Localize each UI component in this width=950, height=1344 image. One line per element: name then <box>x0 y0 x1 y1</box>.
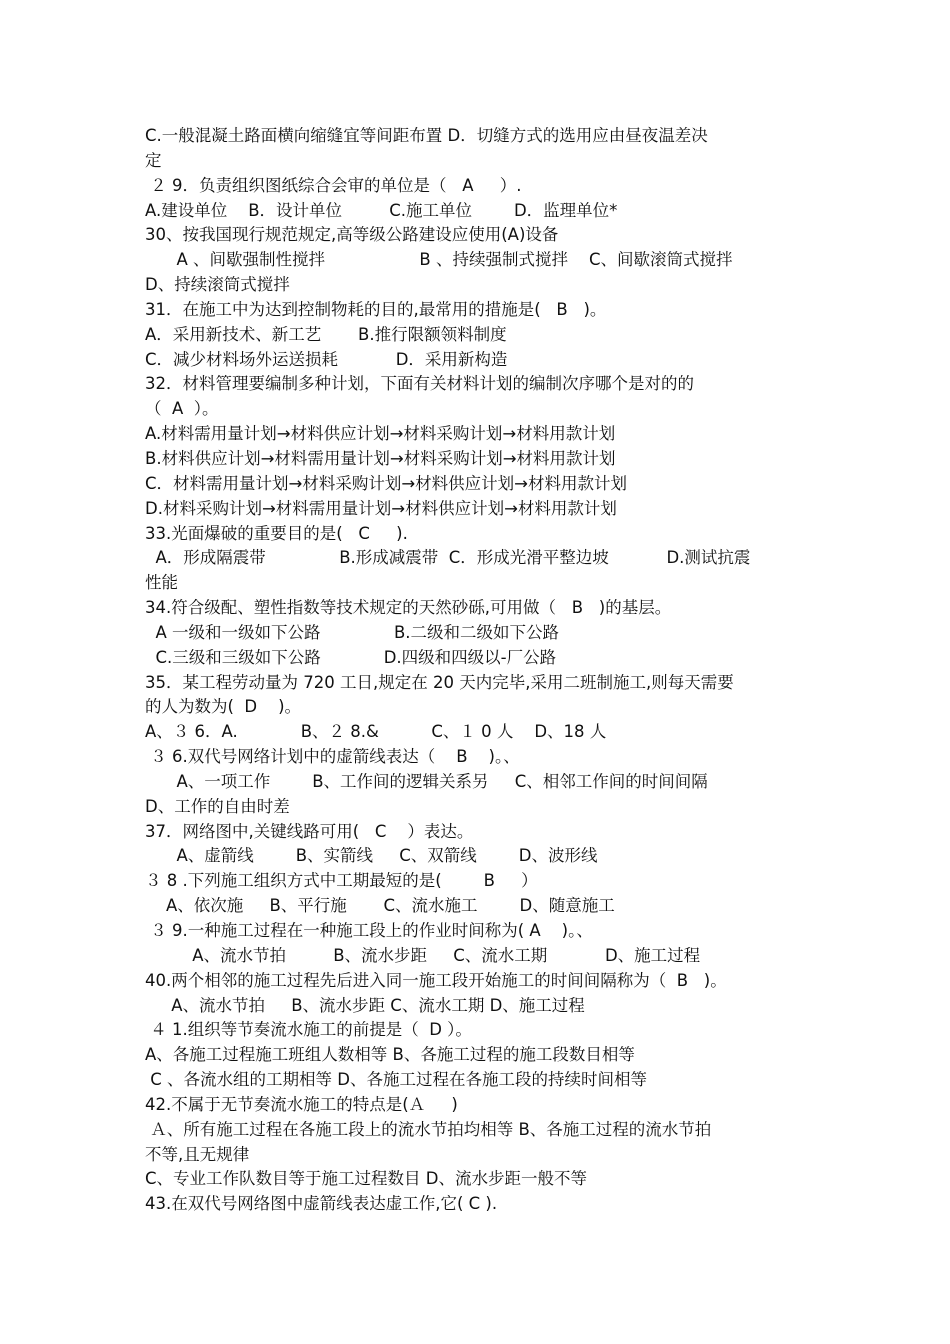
question-37: 37．网络图中,关键线路可用( C ）表达。 <box>145 821 474 841</box>
options-35: A、３ 6．A. B、２ 8.& C、１ 0 人 D、18 人 <box>145 722 607 742</box>
options-42: Ａ、所有施工过程在各施工段上的流水节拍均相等 B、各施工过程的流水节拍 <box>145 1119 712 1139</box>
options-32: B.材料供应计划→材料需用量计划→材料采购计划→材料用款计划 <box>145 448 616 468</box>
question-41: ４ 1.组织等节奏流水施工的前提是（ D ）。 <box>145 1020 472 1040</box>
question-35: 35．某工程劳动量为 720 工日,规定在 20 天内完毕,采用二班制施工,则每天需要 <box>145 672 734 692</box>
question-43: 43.在双代号网络图中虚箭线表达虚工作,它( C ). <box>145 1194 498 1214</box>
options-37: A、虚箭线 B、实箭线 C、双箭线 D、波形线 <box>145 846 598 866</box>
text-line: C.一般混凝土路面横向缩缝宜等间距布置 D．切缝方式的选用应由昼夜温差决 <box>145 126 708 145</box>
options-31: C．减少材料场外运送损耗 D．采用新构造 <box>145 349 508 369</box>
options-36: A、一项工作 B、工作间的逻辑关系另 C、相邻工作间的时间间隔 <box>145 771 708 791</box>
question-30: 30、按我国现行规范规定,高等级公路建设应使用(A)设备 <box>145 225 559 245</box>
options-31: A．采用新技术、新工艺 B.推行限额领料制度 <box>145 324 507 344</box>
question-34: 34.符合级配、塑性指数等技术规定的天然砂砾,可用做（ B )的基层。 <box>145 598 672 618</box>
options-33: 性能 <box>145 573 178 593</box>
options-36: D、工作的自由时差 <box>145 796 290 816</box>
options-41: A、各施工过程施工班组人数相等 B、各施工过程的施工段数目相等 <box>145 1045 635 1065</box>
options-30: D、持续滚筒式搅拌 <box>145 275 290 295</box>
question-38: ３ 8 .下列施工组织方式中工期最短的是( B ） <box>145 871 538 891</box>
options-34: C.三级和三级如下公路 D.四级和四级以-厂公路 <box>145 647 557 667</box>
question-32: （ A ）。 <box>145 399 219 419</box>
question-35: 的人为数为( D )。 <box>145 697 302 717</box>
question-36: ３ 6.双代号网络计划中的虚箭线表达（ B )。、 <box>145 747 520 767</box>
options-33: A．形成隔震带 B.形成减震带 C．形成光滑平整边坡 D.测试抗震 <box>145 548 751 568</box>
question-31: 31．在施工中为达到控制物耗的目的,最常用的措施是( B )。 <box>145 299 607 319</box>
options-34: A 一级和一级如下公路 B.二级和二级如下公路 <box>145 622 560 642</box>
question-42: 42.不属于无节奏流水施工的特点是(Ａ ) <box>145 1094 458 1114</box>
question-32: 32．材料管理要编制多种计划，下面有关材料计划的编制次序哪个是对的的 <box>145 374 694 394</box>
options-29: A.建设单位 B．设计单位 C.施工单位 D．监理单位* <box>145 200 618 220</box>
options-30: A 、间歇强制性搅拌 B 、持续强制式搅拌 C、间歇滚筒式搅拌 <box>145 250 733 270</box>
options-40: A、流水节拍 B、流水步距 C、流水工期 D、施工过程 <box>145 995 585 1015</box>
options-32: A.材料需用量计划→材料供应计划→材料采购计划→材料用款计划 <box>145 424 616 444</box>
question-33: 33.光面爆破的重要目的是( C ). <box>145 523 408 543</box>
question-29: ２ 9．负责组织图纸综合会审的单位是（ A ）. <box>145 175 522 195</box>
options-42: 不等,且无规律 <box>145 1144 250 1164</box>
options-38: A、依次施 B、平行施 C、流水施工 D、随意施工 <box>145 896 615 916</box>
document-body <box>145 124 825 1217</box>
options-42: C、专业工作队数目等于施工过程数目 D、流水步距一般不等 <box>145 1169 587 1189</box>
options-32: C．材料需用量计划→材料采购计划→材料供应计划→材料用款计划 <box>145 473 627 493</box>
text-line: 定 <box>145 150 162 170</box>
options-41: C 、各流水组的工期相等 D、各施工过程在各施工段的持续时间相等 <box>145 1070 647 1090</box>
options-32: D.材料采购计划→材料需用量计划→材料供应计划→材料用款计划 <box>145 498 617 518</box>
question-39: ３ 9.一种施工过程在一种施工段上的作业时间称为( A )。、 <box>145 921 593 940</box>
question-40: 40.两个相邻的施工过程先后进入同一施工段开始施工的时间间隔称为（ B )。 <box>145 970 727 990</box>
options-39: A、流水节拍 B、流水步距 C、流水工期 D、施工过程 <box>145 945 701 965</box>
